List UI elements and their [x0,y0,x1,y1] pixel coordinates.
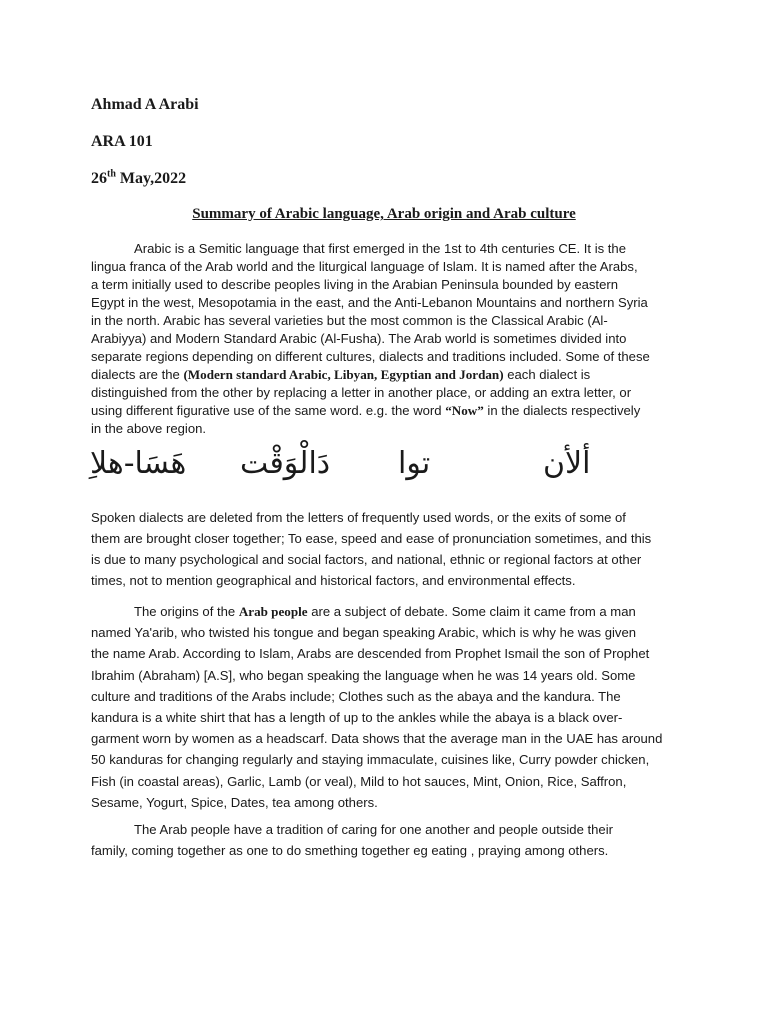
text-line: The Arab people have a tradition of caring for one another and people outside their [134,822,613,837]
author-name: Ahmad A Arabi [91,96,199,113]
text-run: dialects are the [91,367,184,382]
text-line: is due to many psychological and social factors, and national, ethnic or regional factors at other [91,552,642,567]
text-run: using different figurative use of the same word. e.g. the word [91,403,446,418]
date-rest: May,2022 [115,170,187,187]
text-line: in the above region. [91,421,207,436]
text-run: The origins of the [134,604,239,619]
text-run: are a subject of debate. Some claim it came from a man [307,604,636,619]
text-line: Arabiyya) and Modern Standard Arabic (Al-Fusha). The Arab world is sometimes divided into [91,331,627,346]
paragraph-arab-traditions [91,819,681,861]
bold-now: “Now” [445,403,484,418]
arabic-word: هَسَا-هلاِ [90,446,187,481]
text-line: Fish (in coastal areas), Garlic, Lamb (or veal), Mild to hot sauces, Mint, Onion, Rice, Saffron, [91,773,627,789]
bold-arab-people: Arab people [238,604,308,619]
text-line: named Ya'arib, who twisted his tongue and began speaking Arabic, which is why he was given [91,625,637,641]
date-suffix: th [107,168,116,180]
text-line: Egypt in the west, Mesopotamia in the east, and the Anti-Lebanon Mountains and northern Syria [91,295,648,310]
text-line: separate regions depending on different cultures, dialects and traditions included. Some of these [91,349,650,364]
arabic-words-row [0,446,768,494]
text-line: Sesame, Yogurt, Spice, Dates, tea among others. [91,794,378,810]
text-line: Spoken dialects are deleted from the letters of frequently used words, or the exits of some of [91,510,626,525]
text-run: each dialect is [503,367,591,382]
text-line: Arabic is a Semitic language that first emerged in the 1st to 4th centuries CE. It is the [134,241,626,256]
text-line: kandura is a white shirt that has a length of up to the ankles while the abaya is a black over- [91,709,623,725]
text-line [91,402,681,420]
text-line: 50 kanduras for changing regularly and staying immaculate, cuisines like, Curry powder chicken, [91,752,650,768]
arabic-word: دَالْوَقْت [240,446,331,481]
arabic-word: توا [398,446,431,481]
text-line: lingua franca of the Arab world and the liturgical language of Islam. It is named after the Arabs, [91,259,638,274]
text-line: them are brought closer together; To ease, speed and ease of pronunciation sometimes, and this [91,531,652,546]
text-line [91,601,681,622]
text-line: Ibrahim (Abraham) [A.S], who began speaking the language when he was 14 years old. Some [91,667,636,683]
arabic-word: ألأن [543,446,591,481]
course-code: ARA 101 [91,133,153,150]
text-line: distinguished from the other by replacing a letter in another place, or adding an extra letter, or [91,385,632,400]
paragraph-spoken-dialects [91,507,681,591]
text-line: the name Arab. According to Islam, Arabs are descended from Prophet Ismail the son of Prophet [91,646,650,662]
paragraph-arab-origins [91,601,681,813]
text-run: in the dialects respectively [483,403,641,418]
text-line: garment worn by women as a headscarf. Data shows that the average man in the UAE has around [91,731,663,747]
text-line: a term initially used to describe peoples living in the Arabian Peninsula bounded by eastern [91,277,618,292]
text-line [91,366,681,384]
document-date [91,170,186,188]
text-line: culture and traditions of the Arabs include; Clothes such as the abaya and the kandura. The [91,688,621,704]
date-day: 26 [91,170,107,187]
document-title: Summary of Arabic language, Arab origin and Arab culture [192,206,576,222]
text-line: family, coming together as one to do smething together eg eating , praying among others. [91,843,609,858]
text-line: in the north. Arabic has several varieties but the most common is the Classical Arabic (Al- [91,313,608,328]
bold-dialects: (Modern standard Arabic, Libyan, Egyptian and Jordan) [183,367,504,382]
paragraph-arabic-language [91,240,681,438]
text-line: times, not to mention geographical and historical factors, and environmental effects. [91,573,576,588]
